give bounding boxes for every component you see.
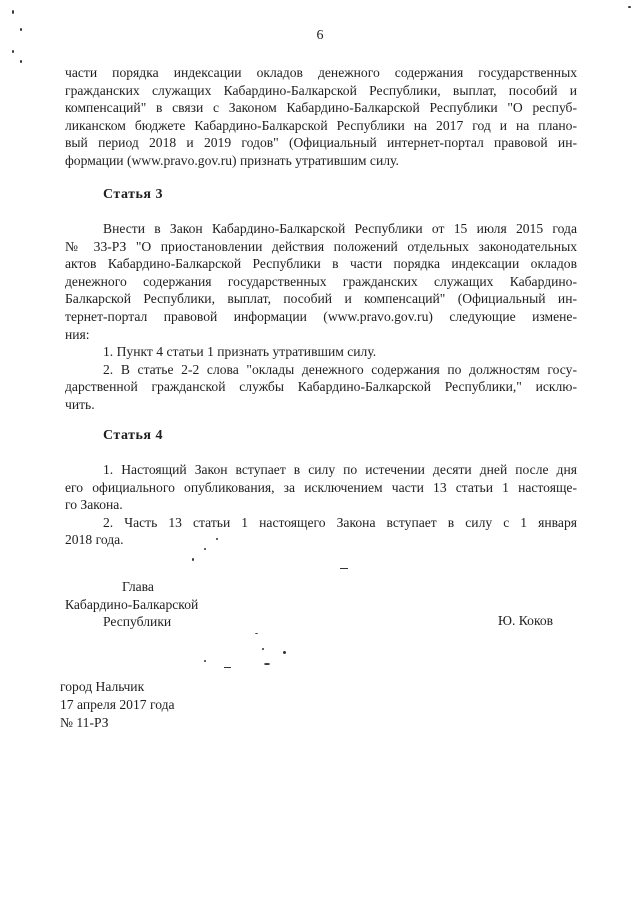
text-line: денежного содержания государственных гражданских служащих Кабардино-	[65, 273, 577, 289]
text-line: формации (www.pravo.gov.ru) признать утратившим силу.	[65, 152, 399, 168]
scan-speck	[20, 28, 22, 31]
signature-speck	[216, 538, 218, 540]
text-line: 1. Настоящий Закон вступает в силу по истечении десяти дней после дня	[103, 462, 577, 477]
text-line: ния:	[65, 326, 90, 342]
text-line: Внести в Закон Кабардино-Балкарской Республики от 15 июля 2015 года	[103, 221, 577, 236]
signature-speck	[204, 548, 206, 550]
signature-speck	[224, 667, 231, 668]
text-line: компенсаций" в связи с Законом Кабардино-Балкарской Республики "О респуб-	[65, 100, 577, 116]
signature-title-line-1: Глава	[122, 579, 154, 594]
text-line: актов Кабардино-Балкарской Республики в части порядка индексации окладов	[65, 256, 577, 272]
footer-law-number: № 11-РЗ	[60, 715, 109, 730]
signature-title-line-3: Республики	[103, 614, 172, 629]
text-line: 2018 года.	[65, 532, 124, 548]
text-line: № 33-РЗ "О приостановлении действия положений отдельных законодательных	[65, 238, 577, 254]
text-line: ликанском бюджете Кабардино-Балкарской Республики на 2017 год и на плано-	[65, 117, 577, 133]
signature-speck	[204, 660, 206, 662]
signature-speck	[340, 568, 348, 569]
text-line: го Закона.	[65, 497, 123, 513]
text-line: вый период 2018 и 2019 годов" (Официальный интернет-портал правовой ин-	[65, 135, 577, 151]
signatory-name: Ю. Коков	[498, 613, 554, 628]
scan-speck	[12, 10, 14, 14]
article-3-item-1: 1. Пункт 4 статьи 1 признать утратившим силу.	[103, 344, 377, 360]
signature-speck	[262, 648, 264, 650]
signature-title-line-2: Кабардино-Балкарской	[65, 597, 199, 612]
article-3-paragraph	[65, 220, 577, 414]
text-line: части порядка индексации окладов денежного содержания государственных	[65, 65, 577, 80]
article-4-paragraph	[65, 461, 577, 549]
article-3-heading: Статья 3	[103, 187, 163, 202]
text-line: Балкарской Республики, выплат, пособий и компенсаций" (Официальный ин-	[65, 291, 577, 307]
text-line: его официального опубликования, за исключением части 13 статьи 1 настояще-	[65, 479, 577, 495]
signature-speck	[192, 558, 194, 561]
scan-speck	[628, 6, 631, 8]
intro-paragraph	[65, 64, 577, 170]
text-line: дарственной гражданской службы Кабардино-Балкарской Республики," исклю-	[65, 379, 577, 395]
text-line: чить.	[65, 396, 95, 412]
text-line: 2. Часть 13 статьи 1 настоящего Закона вступает в силу с 1 января	[103, 514, 577, 530]
text-line: гражданских служащих Кабардино-Балкарской Республики, выплат, пособий и	[65, 82, 577, 98]
scan-speck	[20, 60, 22, 63]
scan-speck	[12, 50, 14, 53]
signature-speck	[264, 663, 270, 665]
signature-speck	[255, 633, 258, 634]
text-line: 2. В статье 2-2 слова "оклады денежного содержания по должностям госу-	[103, 361, 577, 377]
page-number: 6	[316, 28, 324, 43]
article-4-heading: Статья 4	[103, 428, 163, 443]
footer-city: город Нальчик	[60, 679, 145, 694]
signature-speck	[283, 651, 286, 654]
text-line: тернет-портал правовой информации (www.pravo.gov.ru) следующие измене-	[65, 308, 577, 324]
footer-date: 17 апреля 2017 года	[60, 697, 175, 712]
